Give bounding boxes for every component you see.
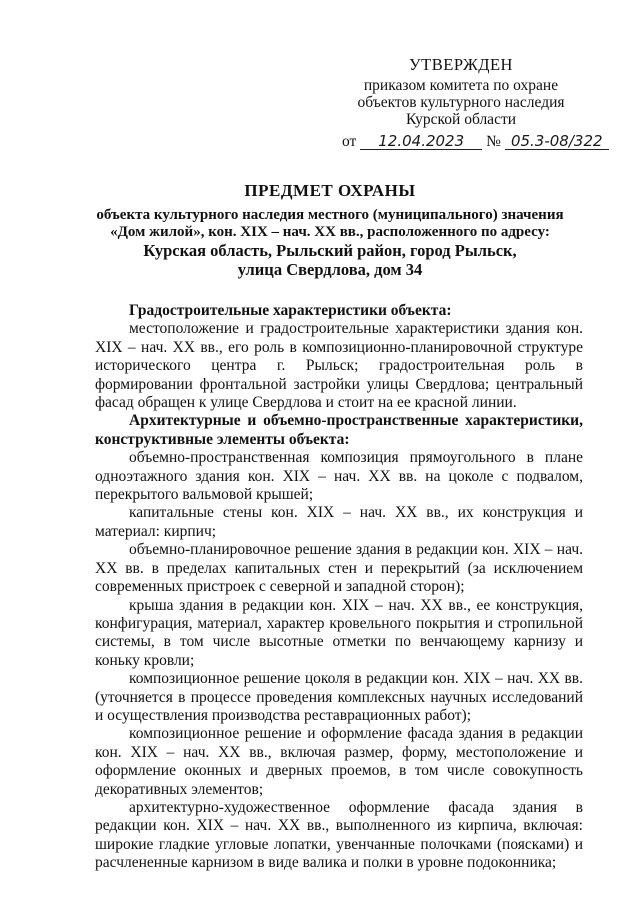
list-item: крыша здания в редакции кон. XIX – нач. XX вв., ее конструкция, конфигурация, материал, характер кровельного покрытия и стропильной системы, в том числе высотные отметки по венчающему карнизу и коньку кровли;	[95, 596, 583, 669]
document-title	[60, 181, 600, 279]
title-line: «Дом жилой», кон. XIX – нач. XX вв., расположенного по адресу:	[110, 224, 550, 240]
list-item: объемно-пространственная композиция прямоугольного в плане одноэтажного здания кон. XIX – нач. XX вв. на цоколе с подвалом, перекрытого вальмовой крышей;	[95, 449, 583, 504]
approval-line: приказом комитета по охране	[363, 77, 559, 94]
section-heading-architecture: Архитектурные и объемно-пространственные характеристики, конструктивные элементы объекта:	[95, 412, 583, 448]
list-item: объемно-планировочное решение здания в редакции кон. XIX – нач. XX вв. в пределах капитальных стен и перекрытий (за исключением современных пристроек с северной и западной сторон);	[95, 541, 583, 596]
section-heading-urban: Градостроительные характеристики объекта:	[129, 302, 452, 319]
date-prefix: от	[342, 133, 357, 150]
handwritten-date: 12.04.2023	[378, 132, 465, 150]
order-date-number	[342, 133, 612, 151]
document-body	[95, 302, 583, 873]
list-item: архитектурно-художественное оформление фасада здания в редакции кон. XIX – нач. XX вв., выполненного из кирпича, включая: широкие гладкие угловые лопатки, увенчанные полочками (поясками) и расчлененные карнизом в виде валика и полки в уровне подоконника;	[95, 798, 583, 872]
list-item: композиционное решение цоколя в редакции кон. XIX – нач. XX вв. (уточняется в процессе проведения комплексных научных исследований и осуществления производства реставрационных работ);	[95, 670, 583, 724]
title-main: ПРЕДМЕТ ОХРАНЫ	[244, 181, 416, 200]
approval-block	[336, 56, 586, 128]
approval-heading: УТВЕРЖДЕН	[409, 55, 513, 74]
list-item: композиционное решение и оформление фасада здания в редакции кон. XIX – нач. XX вв., включая размер, форму, местоположение и оформление оконных и дверных проемов, в том числе совокупность декоративных элементов;	[95, 725, 583, 798]
title-address: улица Свердлова, дом 34	[237, 260, 423, 279]
title-address: Курская область, Рыльский район, город Рыльск,	[143, 241, 517, 260]
number-prefix: №	[486, 133, 501, 150]
title-line: объекта культурного наследия местного (муниципального) значения	[96, 207, 564, 223]
approval-line: объектов культурного наследия	[357, 94, 565, 111]
number-field	[505, 134, 609, 150]
list-item: капитальные стены кон. XIX – нач. XX вв., их конструкция и материал: кирпич;	[95, 504, 583, 540]
paragraph-urban: местоположение и градостроительные характеристики здания кон. XIX – нач. XX вв., его роль в композиционно-планировочной структуре исторического центра г. Рыльск; градостроительная роль в формировании фронтальной застройки улицы Свердлова; центральный фасад обращен к улице Свердлова и стоит на ее красной линии.	[95, 320, 583, 412]
handwritten-number: 05.3-08/322	[510, 132, 603, 150]
approval-line: Курской области	[405, 111, 517, 128]
date-field	[360, 134, 482, 150]
